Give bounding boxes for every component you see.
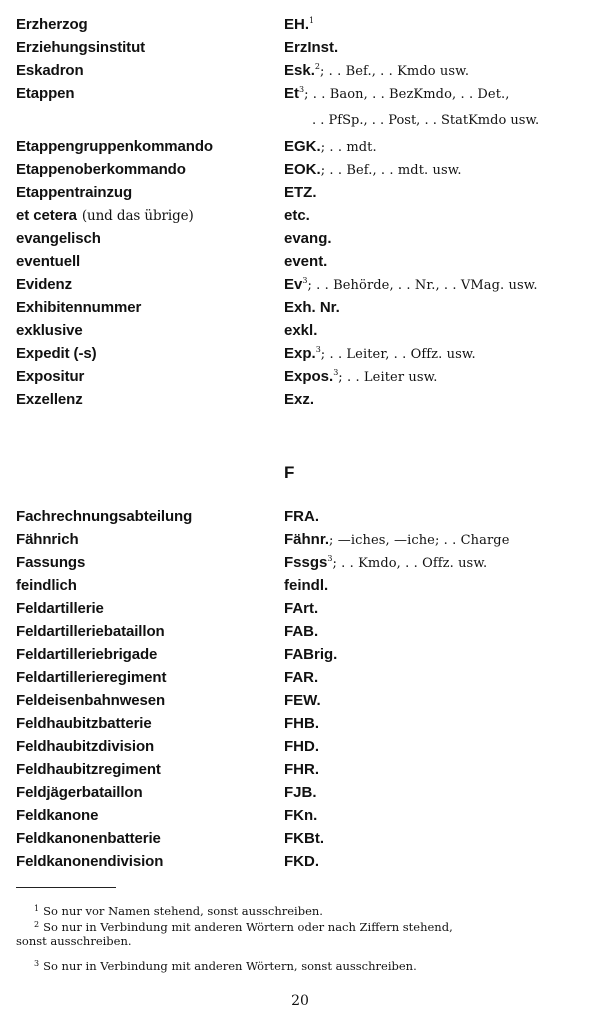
- entry-detail: ; . . Baon, . . BezKmdo, . . Det.,: [304, 87, 510, 102]
- entry-abbreviation: event.: [284, 253, 328, 270]
- entry-abbreviation: FArt.: [284, 600, 319, 617]
- entry-term: Exzellenz: [16, 391, 83, 408]
- entry-term: Feldkanonenbatterie: [16, 830, 161, 847]
- entry-row: [16, 62, 586, 85]
- section-heading-f: F: [284, 463, 295, 482]
- entry-row: [16, 508, 586, 531]
- entry-abbreviation: Esk.$^2$; . . Bef., . . Kmdo usw.: [284, 62, 470, 79]
- entry-abbreviation: FHD.: [284, 738, 319, 755]
- entry-term: Erziehungsinstitut: [16, 39, 146, 56]
- entry-row: [16, 577, 586, 600]
- entry-abbreviation: evang.: [284, 230, 332, 247]
- entry-detail: ; . . Bef., . . mdt. usw.: [320, 163, 462, 178]
- entry-abbreviation: Exp.$^3$; . . Leiter, . . Offz. usw.: [284, 345, 476, 362]
- entry-row: [16, 276, 586, 299]
- footnote-marker: 3: [315, 345, 321, 354]
- entry-row: [16, 738, 586, 761]
- footnote-divider: [16, 887, 116, 888]
- entry-term: Feldhaubitzbatterie: [16, 715, 152, 732]
- footnote-text: So nur in Verbindung mit anderen Wörtern, sonst ausschreiben.: [43, 959, 417, 973]
- entry-term: Etappenoberkommando: [16, 161, 186, 178]
- entry-row: [16, 830, 586, 853]
- entry-row: [16, 184, 586, 207]
- entry-row: [16, 253, 586, 276]
- entry-term: Feldkanone: [16, 807, 99, 824]
- entry-detail: ; . . Leiter, . . Offz. usw.: [320, 347, 476, 362]
- entry-abbreviation: EGK.; . . mdt.: [284, 138, 377, 155]
- entry-row: [16, 692, 586, 715]
- entry-row: [16, 646, 586, 669]
- entry-abbreviation: FKn.: [284, 807, 318, 824]
- entry-abbreviation: FHR.: [284, 761, 319, 778]
- footnote-line: [16, 956, 600, 974]
- entry-abbreviation: FHB.: [284, 715, 319, 732]
- entry-abbreviation: Exh. Nr.: [284, 299, 340, 316]
- entry-row: [16, 623, 586, 646]
- entry-term: Feldhaubitzregiment: [16, 761, 161, 778]
- footnote-marker: 2: [314, 62, 320, 71]
- entry-abbreviation: FKD.: [284, 853, 319, 870]
- entry-abbreviation: Expos.$^3$; . . Leiter usw.: [284, 368, 438, 385]
- entry-term: Feldartilleriebrigade: [16, 646, 158, 663]
- entry-row: [16, 322, 586, 345]
- footnote-number: 2: [34, 920, 40, 929]
- entry-term: Feldhaubitzdivision: [16, 738, 155, 755]
- footnote-marker: 3: [333, 368, 339, 377]
- entry-term: evangelisch: [16, 230, 101, 247]
- entry-row: [16, 853, 586, 876]
- entry-abbreviation: FKBt.: [284, 830, 324, 847]
- entry-detail: ; . . Leiter usw.: [338, 370, 438, 385]
- entry-term: Expositur: [16, 368, 85, 385]
- entry-abbreviation: FEW.: [284, 692, 321, 709]
- footnote-marker: 3: [327, 554, 333, 563]
- footnote-marker: 1: [309, 16, 315, 25]
- footnote-text: So nur in Verbindung mit anderen Wörtern oder nach Ziffern stehend,: [43, 920, 453, 934]
- entry-abbreviation: Fssgs$^3$; . . Kmdo, . . Offz. usw.: [284, 554, 488, 571]
- entry-row: [16, 391, 586, 414]
- entry-abbreviation: Exz.: [284, 391, 315, 408]
- footnote-text: So nur vor Namen stehend, sonst ausschreiben.: [43, 904, 323, 918]
- entry-row: [16, 230, 586, 253]
- entry-term: Feldartillerieregiment: [16, 669, 167, 686]
- entry-row: [16, 345, 586, 368]
- entry-abbreviation: ETZ.: [284, 184, 317, 201]
- entry-term: et cetera (und das übrige): [16, 207, 194, 224]
- entry-term: Fassungs: [16, 554, 86, 571]
- entry-row: [16, 207, 586, 230]
- entry-abbreviation: Ev$^3$; . . Behörde, . . Nr., . . VMag. usw.: [284, 276, 538, 293]
- entry-term: Exhibitennummer: [16, 299, 142, 316]
- entry-term: Fachrechnungsabteilung: [16, 508, 193, 525]
- entry-abbreviation: etc.: [284, 207, 310, 224]
- entry-term-gloss: (und das übrige): [81, 208, 194, 224]
- entry-abbreviation: FRA.: [284, 508, 319, 525]
- entry-abbreviation: FAB.: [284, 623, 319, 640]
- entry-row: [16, 807, 586, 830]
- etappen-continuation-line: . . PfSp., . . Post, . . StatKmdo usw.: [312, 113, 540, 128]
- entry-term: Etappentrainzug: [16, 184, 133, 201]
- entry-term: Evidenz: [16, 276, 72, 293]
- page-number: 20: [291, 993, 309, 1009]
- entry-row: [16, 299, 586, 322]
- footnote-number: 3: [34, 959, 40, 968]
- entry-row: [16, 161, 586, 184]
- entry-abbreviation: Et$^3$; . . Baon, . . BezKmdo, . . Det.,: [284, 85, 510, 102]
- entry-term: exklusive: [16, 322, 83, 339]
- footnote-marker: 3: [302, 276, 308, 285]
- entry-term: Expedit (-s): [16, 345, 97, 362]
- entry-abbreviation: FABrig.: [284, 646, 338, 663]
- entry-abbreviation: Fähnr.; —iches, —iche; . . Charge: [284, 531, 510, 548]
- entry-term: eventuell: [16, 253, 81, 270]
- entry-row: [16, 85, 586, 108]
- footnote-marker: 3: [299, 85, 305, 94]
- entry-term: Feldjägerbataillon: [16, 784, 143, 801]
- entry-detail: ; . . mdt.: [320, 140, 377, 155]
- entry-abbreviation: exkl.: [284, 322, 318, 339]
- entry-row: [16, 39, 586, 62]
- entry-row: [16, 600, 586, 623]
- entry-term: Etappengruppenkommando: [16, 138, 213, 155]
- entry-detail: ; . . Bef., . . Kmdo usw.: [319, 64, 470, 79]
- entry-term: Etappen: [16, 85, 75, 102]
- entry-term: Feldartillerie: [16, 600, 104, 617]
- entry-detail: ; —iches, —iche; . . Charge: [329, 533, 510, 548]
- entry-detail: ; . . Behörde, . . Nr., . . VMag. usw.: [307, 278, 538, 293]
- entry-abbreviation: FAR.: [284, 669, 319, 686]
- footnote-text: sonst ausschreiben.: [16, 934, 132, 948]
- entry-term: Feldeisenbahnwesen: [16, 692, 166, 709]
- entry-row: [16, 16, 586, 39]
- entry-row: [16, 531, 586, 554]
- entry-term: Fähnrich: [16, 531, 79, 548]
- entry-abbreviation: EH.$^1$: [284, 16, 315, 33]
- entry-row: [16, 715, 586, 738]
- entry-term: feindlich: [16, 577, 77, 594]
- entry-row: [16, 554, 586, 577]
- entry-abbreviation: EOK.; . . Bef., . . mdt. usw.: [284, 161, 462, 178]
- entry-abbreviation: feindl.: [284, 577, 329, 594]
- entry-row: [16, 368, 586, 391]
- entry-row: [16, 761, 586, 784]
- footnote-line: [16, 933, 584, 949]
- footnote-number: 1: [34, 904, 40, 913]
- entry-term: Feldkanonendivision: [16, 853, 164, 870]
- entry-abbreviation: ErzInst.: [284, 39, 339, 56]
- entry-row: [16, 138, 586, 161]
- entry-term: Feldartilleriebataillon: [16, 623, 165, 640]
- entry-term: Erzherzog: [16, 16, 88, 33]
- entry-detail: ; . . Kmdo, . . Offz. usw.: [332, 556, 488, 571]
- entry-term: Eskadron: [16, 62, 84, 79]
- entry-row: [16, 669, 586, 692]
- entry-abbreviation: FJB.: [284, 784, 317, 801]
- entry-row: [16, 784, 586, 807]
